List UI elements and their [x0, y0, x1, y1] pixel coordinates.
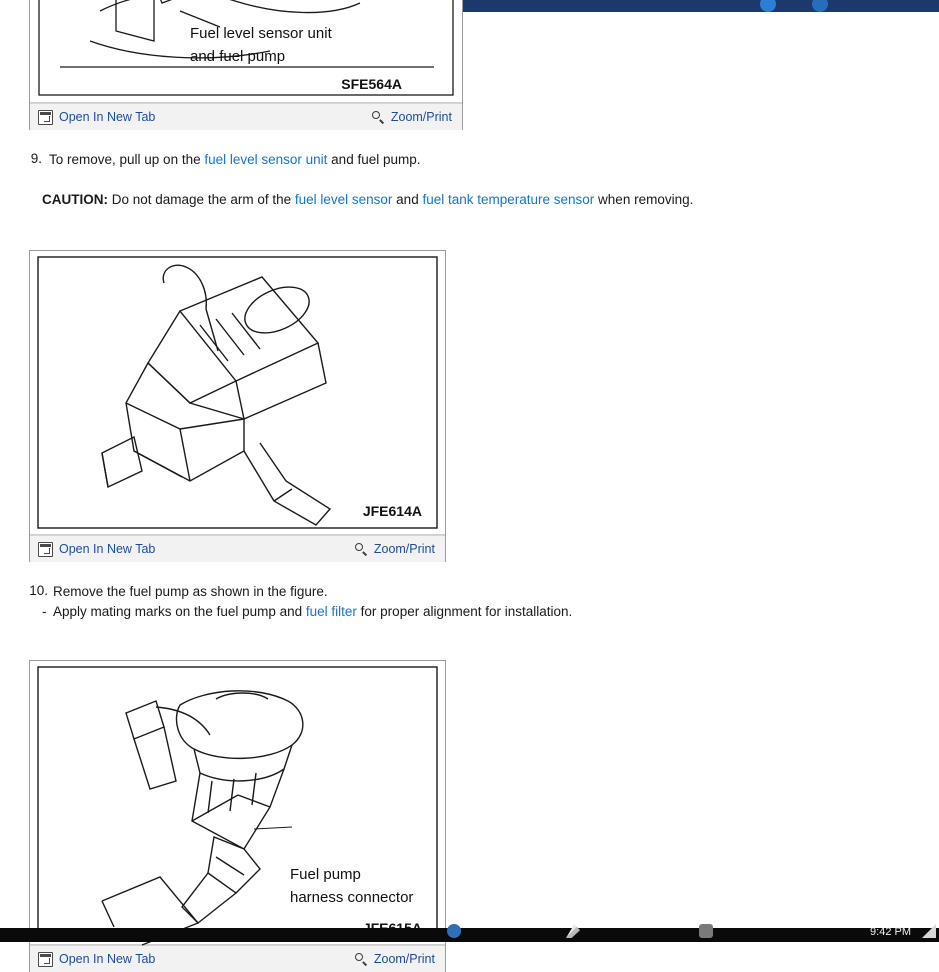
zoom-print-label: Zoom/Print [373, 952, 435, 966]
figure-caption-line2: and fuel pump [190, 48, 286, 65]
folder-icon[interactable] [699, 924, 713, 938]
fuel-pump-harness-connector-drawing [30, 661, 445, 944]
link-fuel-tank-temperature-sensor[interactable]: fuel tank temperature sensor [422, 192, 595, 207]
link-fuel-filter[interactable]: fuel filter [305, 604, 357, 619]
open-in-new-tab-link-sfe564a[interactable] [38, 110, 155, 125]
caution-label: CAUTION: [42, 192, 108, 207]
fuel-level-sensor-unit-drawing [30, 0, 462, 102]
figure-caption-line1: Fuel pump [290, 866, 361, 883]
step-9-number: 9. [30, 151, 42, 166]
step-9-text-before: To remove, pull up on the [49, 152, 205, 167]
step-9-text-after: and fuel pump. [327, 152, 421, 167]
step-9-text [49, 151, 421, 169]
zoom-print-link-jfe615a[interactable] [355, 952, 435, 966]
open-in-new-tab-label: Open In New Tab [59, 542, 156, 556]
taskbar [0, 928, 939, 942]
open-in-new-tab-label: Open In New Tab [59, 952, 156, 966]
figure-caption-line2: harness connector [290, 889, 414, 906]
figure-code: SFE564A [341, 76, 402, 92]
taskbar-clock[interactable]: 9:42 PM [870, 926, 911, 938]
figure-toolbar-jfe615a [30, 945, 445, 972]
magnifier-icon [355, 543, 368, 556]
open-in-new-tab-link-jfe615a[interactable] [38, 952, 155, 967]
figure-jfe615a [29, 660, 446, 972]
caution-text-before: Do not damage the arm of the [108, 192, 295, 207]
step-10-text: Remove the fuel pump as shown in the figure. [53, 584, 328, 599]
caution-text-after: when removing. [594, 192, 694, 207]
figure-toolbar-sfe564a [30, 103, 462, 130]
zoom-print-label: Zoom/Print [373, 542, 435, 556]
magnifier-icon [355, 953, 368, 966]
figure-code: JFE614A [362, 503, 422, 519]
zoom-print-link-jfe614a[interactable] [355, 542, 435, 556]
figure-image-jfe615a [30, 661, 445, 945]
tray-arrow-icon[interactable] [922, 924, 936, 938]
open-in-new-tab-link-jfe614a[interactable] [38, 542, 155, 557]
figure-image-jfe614a [30, 251, 445, 535]
step-10-bullet-dash: - [42, 604, 47, 619]
browser-icon[interactable] [447, 924, 461, 938]
step-10-bullet-text [53, 603, 572, 621]
step-10-number: 10. [29, 583, 48, 598]
step-10-bullet-after: for proper alignment for installation. [356, 604, 573, 619]
zoom-print-link-sfe564a[interactable] [372, 110, 452, 124]
open-in-new-tab-icon [38, 542, 53, 557]
zoom-print-label: Zoom/Print [390, 110, 452, 124]
media-icon[interactable] [566, 924, 580, 938]
browser-chrome-accent [459, 0, 939, 12]
figure-sfe564a [29, 0, 463, 130]
open-in-new-tab-icon [38, 110, 53, 125]
figure-toolbar-jfe614a [30, 535, 445, 562]
magnifier-icon [372, 111, 385, 124]
caution-note [42, 191, 693, 209]
link-fuel-level-sensor-unit[interactable]: fuel level sensor unit [204, 152, 328, 167]
figure-image-sfe564a [30, 0, 462, 103]
figure-caption-line1: Fuel level sensor unit [190, 25, 332, 42]
open-in-new-tab-label: Open In New Tab [59, 110, 156, 124]
caution-text-mid: and [392, 192, 423, 207]
open-in-new-tab-icon [38, 952, 53, 967]
figure-jfe614a [29, 250, 446, 562]
fuel-pump-removal-drawing [30, 251, 445, 534]
step-10-bullet-before: Apply mating marks on the fuel pump and [53, 604, 306, 619]
link-fuel-level-sensor[interactable]: fuel level sensor [294, 192, 393, 207]
